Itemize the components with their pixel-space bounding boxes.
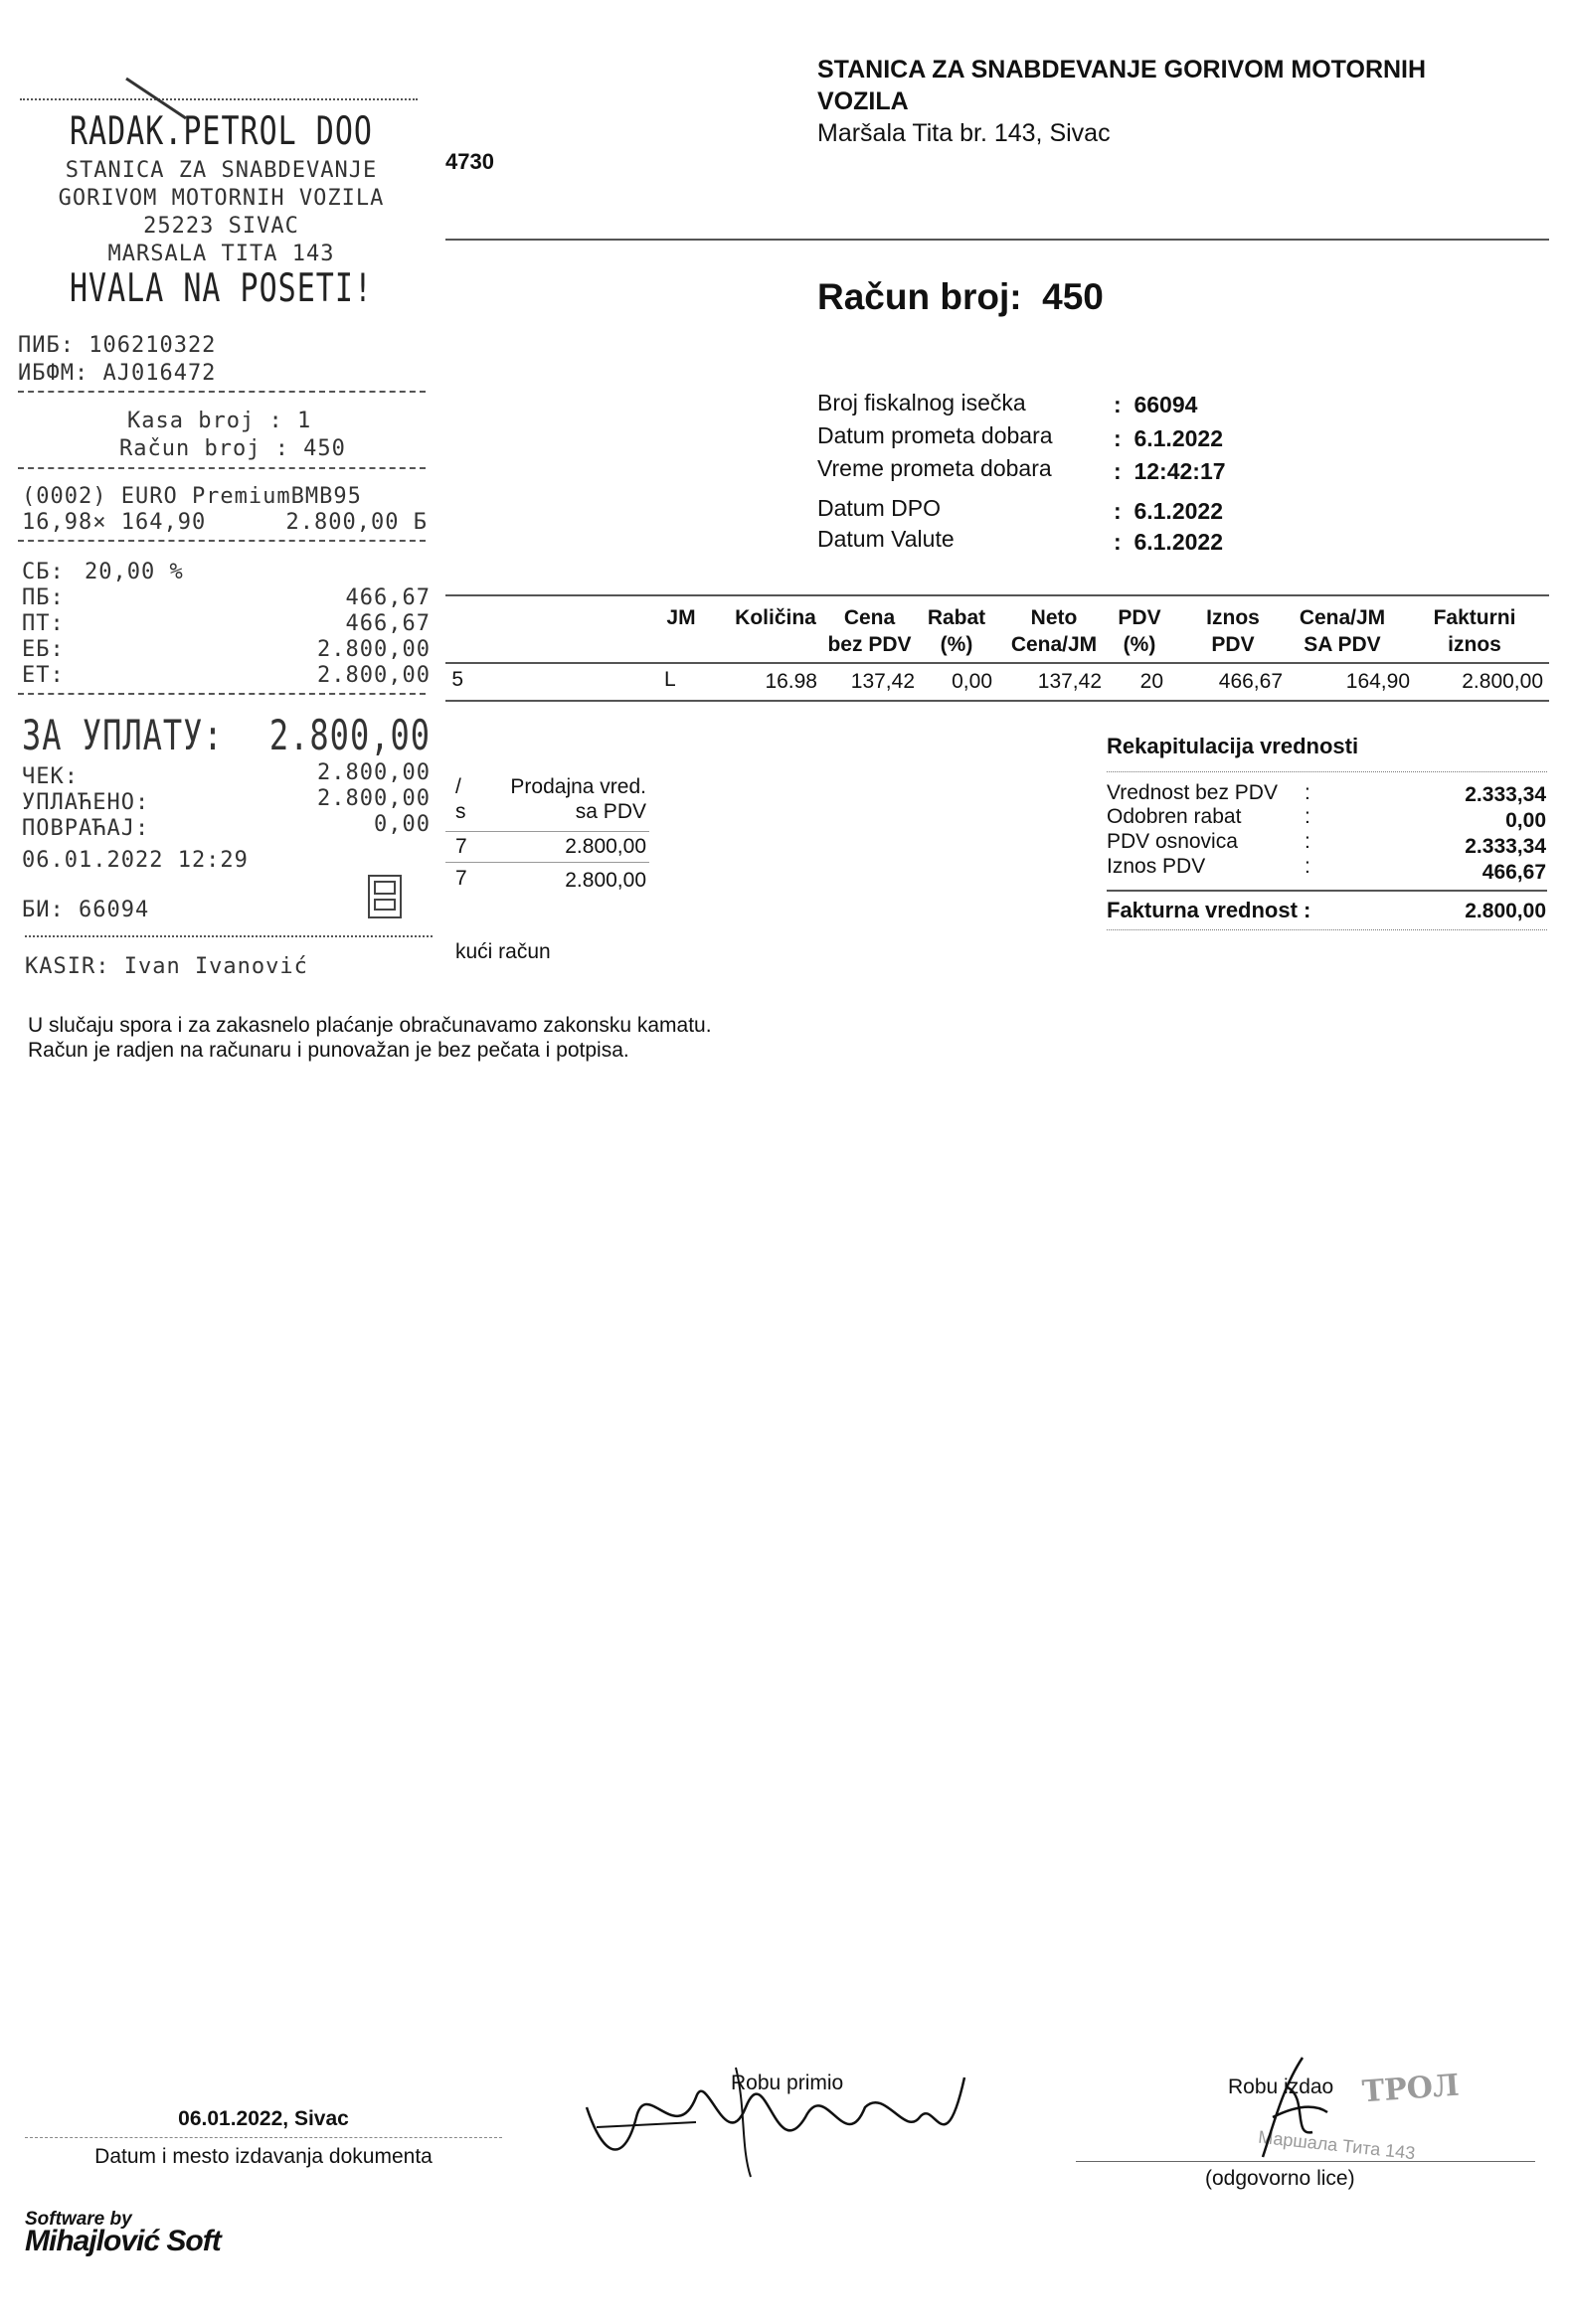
cell-fakturni: 2.800,00 xyxy=(1462,670,1543,693)
field-value: : 12:42:17 xyxy=(1114,458,1226,484)
recap-value: 0,00 xyxy=(1505,809,1546,832)
recap-total-divider xyxy=(1107,890,1547,892)
recap-label: Odobren rabat xyxy=(1107,805,1242,828)
cell-kolicina: 16.98 xyxy=(765,670,817,693)
recap-colon: : xyxy=(1305,781,1310,804)
summary-header-l2: sa PDV xyxy=(575,800,646,823)
col-iznos-pdv: Iznos PDV xyxy=(1206,606,1260,656)
field-value: : 6.1.2022 xyxy=(1114,498,1223,524)
recap-colon: : xyxy=(1305,855,1310,878)
col-cena-sa-pdv: Cena/JM SA PDV xyxy=(1299,606,1386,656)
footer-date-divider xyxy=(25,2137,502,2138)
receipt-kasir: KASIR: Ivan Ivanović xyxy=(25,954,308,979)
summary-header-l1: Prodajna vred. xyxy=(510,775,646,798)
signature-issued xyxy=(1233,2048,1352,2167)
table-bottom-border xyxy=(445,700,1549,702)
receipt-thanks: HVALA NA POSETI! xyxy=(70,265,373,312)
summary-value: 2.800,00 xyxy=(565,869,646,892)
receipt-line: GORIVOM MOTORNIH VOZILA xyxy=(58,186,385,211)
receipt-divider xyxy=(18,693,426,695)
receipt-sb-value: 20,00 % xyxy=(85,560,184,584)
receipt-dots xyxy=(25,935,433,937)
receipt-pov-label: ПОВРАЋАЈ: xyxy=(22,816,150,841)
receipt-eb-label: ЕБ: xyxy=(22,637,65,662)
field-label: Datum DPO xyxy=(817,495,941,521)
summary-fragment: s xyxy=(455,800,466,823)
invoice-number: 450 xyxy=(1042,276,1104,317)
receipt-ibfm: ИБФМ: AJ016472 xyxy=(18,361,217,386)
receipt-item-name: (0002) EURO PremiumBMB95 xyxy=(22,484,362,509)
fiscal-receipt xyxy=(0,84,442,999)
receipt-pib: ПИБ: 106210322 xyxy=(18,333,217,358)
company-name-line2: VOZILA xyxy=(817,87,909,115)
cell-pdv: 20 xyxy=(1139,670,1163,693)
note-line2: U slučaju spora i za zakasnelo plaćanje obračunavamo zakonsku kamatu. xyxy=(28,1014,712,1037)
col-rabat: Rabat (%) xyxy=(927,606,986,656)
recap-total-value: 2.800,00 xyxy=(1465,900,1546,922)
recap-label: PDV osnovica xyxy=(1107,830,1238,853)
note-partial-right: kući račun xyxy=(455,940,551,963)
summary-fragment: 7 xyxy=(455,835,467,858)
footer-date-place-label: Datum i mesto izdavanja dokumenta xyxy=(94,2145,433,2168)
receipt-item-qty: 16,98× 164,90 xyxy=(22,510,207,535)
recap-label: Iznos PDV xyxy=(1107,855,1206,878)
cell-iznos-pdv: 466,67 xyxy=(1218,670,1283,693)
recap-colon: : xyxy=(1305,805,1310,828)
receipt-eb-value: 2.800,00 xyxy=(317,637,431,662)
receipt-et-value: 2.800,00 xyxy=(317,663,431,688)
recap-title: Rekapitulacija vrednosti xyxy=(1107,734,1359,758)
receipt-datetime: 06.01.2022 12:29 xyxy=(22,848,249,873)
col-jm: JM xyxy=(666,606,696,629)
recap-divider xyxy=(1107,771,1547,772)
summary-divider xyxy=(445,862,649,863)
stamp-text: ТРОЛ xyxy=(1360,2068,1461,2110)
software-name: Mihajlović Soft xyxy=(25,2225,221,2257)
col-fakturni: Fakturni iznos xyxy=(1433,606,1516,656)
recap-value: 2.333,34 xyxy=(1465,835,1546,858)
col-neto: Neto Cena/JM xyxy=(1010,606,1098,656)
field-value: : 6.1.2022 xyxy=(1114,425,1223,451)
col-pdv: PDV (%) xyxy=(1118,606,1161,656)
summary-fragment: 7 xyxy=(455,867,467,890)
col-cena: Cena bez PDV xyxy=(827,606,912,656)
receipt-line: MARSALA TITA 143 xyxy=(107,242,335,266)
receipt-pov-value: 0,00 xyxy=(374,812,431,837)
table-header-divider xyxy=(445,662,1549,664)
field-value: : 66094 xyxy=(1114,392,1198,417)
footer-responsible: (odgovorno lice) xyxy=(1205,2167,1355,2190)
row-partial: 5 xyxy=(451,668,463,691)
receipt-sb-label: СБ: xyxy=(22,560,65,584)
receipt-et-label: ЕТ: xyxy=(22,663,65,688)
receipt-pay-value: 2.800,00 xyxy=(268,711,431,760)
recap-total-label: Fakturna vrednost : xyxy=(1107,898,1311,922)
footer-issued-divider xyxy=(1076,2161,1535,2162)
invoice-title-label: Račun broj: xyxy=(817,276,1022,317)
receipt-cek-label: ЧЕК: xyxy=(22,764,79,789)
summary-divider xyxy=(445,831,649,832)
receipt-pb-value: 466,67 xyxy=(345,585,431,610)
recap-value: 2.333,34 xyxy=(1465,783,1546,806)
receipt-line: 25223 SIVAC xyxy=(143,214,299,239)
receipt-divider xyxy=(18,467,426,469)
stamp-address: Маршала Тита 143 xyxy=(1257,2126,1417,2164)
receipt-pt-label: ПТ: xyxy=(22,611,65,636)
header-divider xyxy=(445,239,1549,241)
cell-neto: 137,42 xyxy=(1037,670,1102,693)
cell-rabat: 0,00 xyxy=(952,670,992,693)
company-address: Maršala Tita br. 143, Sivac xyxy=(817,119,1111,147)
receipt-racun: Račun broj : 450 xyxy=(119,436,346,461)
col-kolicina: Količina xyxy=(735,606,816,629)
receipt-pay-label: ЗА УПЛАТУ: xyxy=(22,711,224,760)
field-label: Vreme prometa dobara xyxy=(817,455,1052,481)
receipt-upl-value: 2.800,00 xyxy=(317,786,431,811)
document-code: 4730 xyxy=(445,149,494,174)
footer-issued: Robu izdao xyxy=(1228,2075,1334,2098)
field-value: : 6.1.2022 xyxy=(1114,529,1223,555)
cell-jm: L xyxy=(664,668,676,691)
qr-code-icon xyxy=(368,875,402,918)
receipt-divider xyxy=(18,540,426,542)
footer-date-place: 06.01.2022, Sivac xyxy=(178,2107,349,2130)
recap-value: 466,67 xyxy=(1482,861,1546,884)
company-name-line1: STANICA ZA SNABDEVANJE GORIVOM MOTORNIH xyxy=(817,56,1427,83)
summary-value: 2.800,00 xyxy=(565,835,646,858)
note-line3: Račun je radjen na računaru i punovažan je bez pečata i potpisa. xyxy=(28,1039,629,1062)
signature-received xyxy=(577,2038,984,2187)
receipt-upl-label: УПЛАЋЕНО: xyxy=(22,790,150,815)
receipt-pb-label: ПБ: xyxy=(22,585,65,610)
field-label: Broj fiskalnog isečka xyxy=(817,390,1026,415)
cell-cena: 137,42 xyxy=(850,670,915,693)
receipt-divider xyxy=(18,391,426,393)
receipt-cek-value: 2.800,00 xyxy=(317,760,431,785)
recap-bottom-divider xyxy=(1107,929,1547,930)
receipt-pt-value: 466,67 xyxy=(345,611,431,636)
field-label: Datum Valute xyxy=(817,526,955,552)
recap-colon: : xyxy=(1305,830,1310,853)
receipt-kasa: Kasa broj : 1 xyxy=(127,409,312,433)
table-top-border xyxy=(445,594,1549,596)
invoice-title xyxy=(817,276,1104,318)
field-label: Datum prometa dobara xyxy=(817,422,1053,448)
receipt-item-total: 2.800,00 Б xyxy=(285,510,428,535)
software-by: Software by xyxy=(25,2209,132,2230)
receipt-dots xyxy=(20,98,418,100)
footer-received: Robu primio xyxy=(731,2072,844,2094)
cell-cena-sa-pdv: 164,90 xyxy=(1345,670,1410,693)
receipt-company: RADAK.PETROL DOO xyxy=(70,108,373,155)
recap-label: Vrednost bez PDV xyxy=(1107,781,1278,804)
receipt-bi: БИ: 66094 xyxy=(22,898,150,922)
receipt-line: STANICA ZA SNABDEVANJE xyxy=(65,158,378,183)
summary-fragment: / xyxy=(455,775,461,798)
